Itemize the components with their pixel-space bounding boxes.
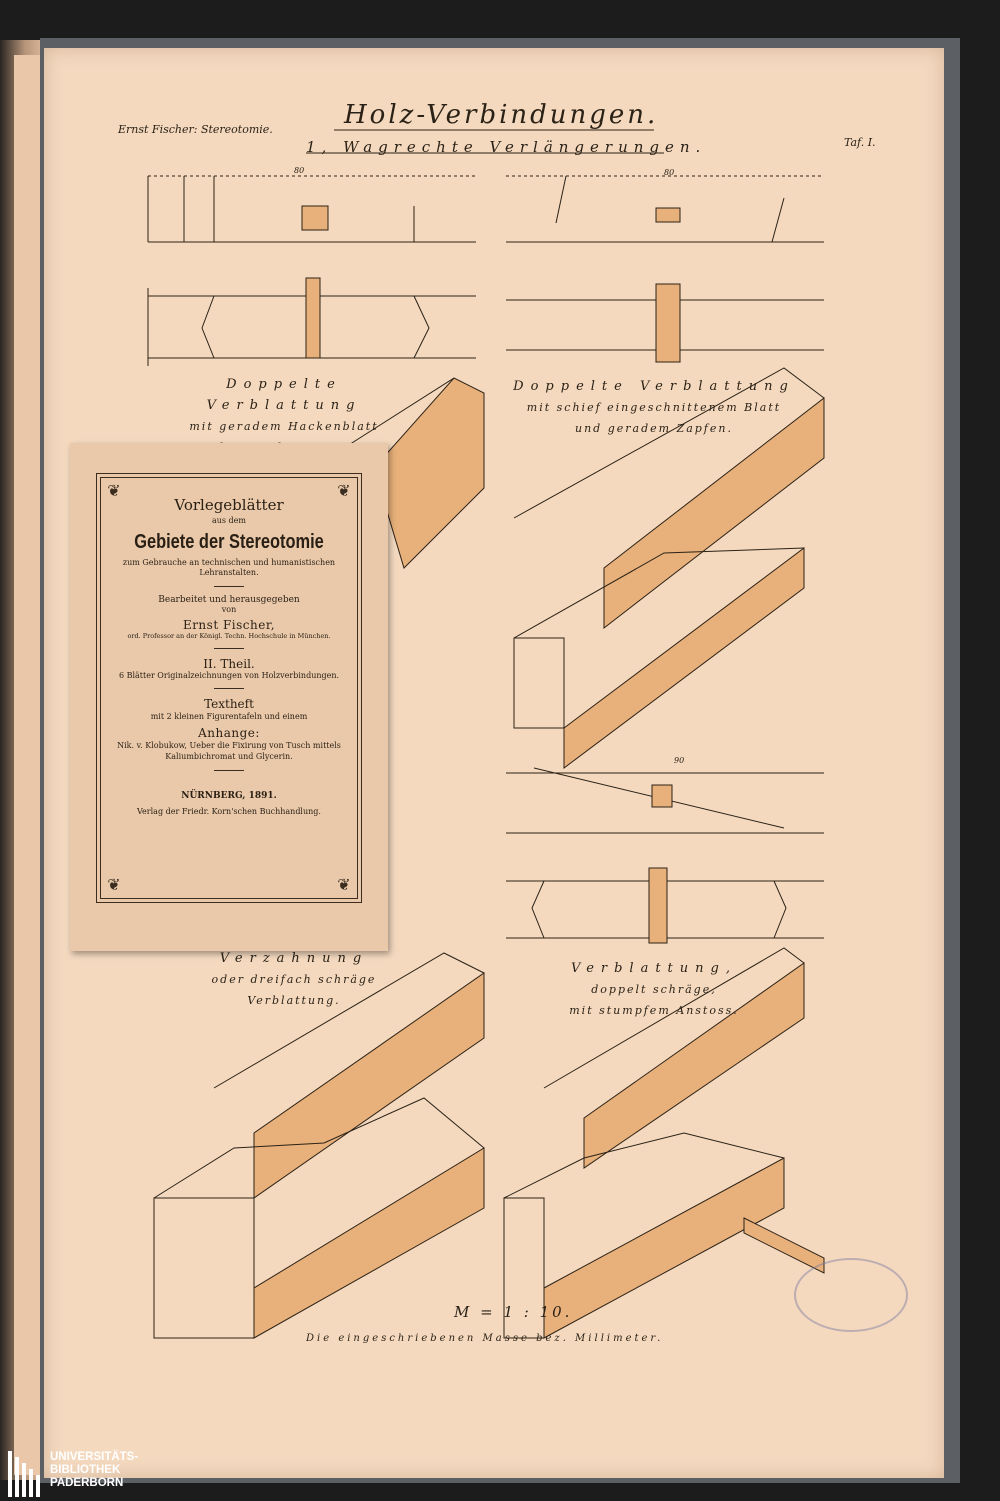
divider (214, 770, 244, 771)
booklet-textheft: Textheft (204, 697, 254, 711)
author-corner-label: Ernst Fischer: Stereotomie. (118, 123, 273, 136)
ornament-icon: ❦ (337, 481, 351, 500)
logo-text: UNIVERSITÄTS- BIBLIOTHEK PADERBORN (50, 1451, 139, 1489)
booklet-place-year: NÜRNBERG, 1891. (181, 791, 277, 801)
ornament-icon: ❦ (107, 875, 121, 894)
booklet-author-role: ord. Professor an der Königl. Techn. Hochschule in München. (127, 632, 331, 640)
booklet-cover (70, 443, 388, 951)
booklet-title-3: Gebiete der Stereotomie (134, 531, 324, 553)
booklet-publisher: Verlag der Friedr. Korn'schen Buchhandlung. (137, 807, 321, 816)
booklet-von: von (221, 605, 237, 614)
scale-label: M = 1 : 10. (454, 1303, 573, 1321)
plate-title: Holz-Verbindungen. (344, 100, 659, 130)
caption-3: Verzahnung oder dreifach schräge Verblattung. (211, 951, 377, 1007)
booklet-appendix-desc: Nik. v. Klobukow, Ueber die Fixirung von Tusch mittels Kaliumbichromat und Glycerin. (117, 741, 341, 761)
divider (214, 648, 244, 649)
caption-4: Verblattung, doppelt schräge, mit stumpfem Anstoss. (569, 961, 739, 1017)
library-logo (0, 1445, 160, 1501)
divider (214, 586, 244, 587)
booklet-edited: Bearbeitet und herausgegeben (158, 595, 300, 605)
booklet-title-4: zum Gebrauche an technischen und humanistischen Lehranstalten. (122, 558, 336, 577)
caption-2: Doppelte Verblattung mit schief eingeschnittenem Blatt und geradem Zapfen. (513, 379, 795, 435)
booklet-author: Ernst Fischer, (182, 618, 276, 632)
dimension-80-left: 80 (294, 166, 305, 175)
divider (214, 688, 244, 689)
library-stamp (794, 1258, 908, 1332)
dimension-90: 90 (674, 756, 685, 765)
booklet-frame (100, 477, 358, 899)
booklet-textheft-desc: mit 2 kleinen Figurentafeln und einem (150, 712, 308, 721)
plate-number: Taf. I. (844, 136, 876, 149)
booklet-appendix: Anhange: (198, 726, 260, 740)
booklet-title-2: aus dem (211, 516, 246, 525)
dimension-80-right: 80 (664, 168, 675, 177)
booklet-part: II. Theil. (203, 657, 255, 671)
caption-1: Doppelte Verblattung mit geradem Hackenblatt (189, 377, 379, 433)
ornament-icon: ❦ (107, 481, 121, 500)
ornament-icon: ❦ (337, 875, 351, 894)
booklet-part-desc: 6 Blätter Originalzeichnungen von Holzverbindungen. (118, 671, 340, 680)
left-page-paper (14, 55, 41, 1475)
scale-note: Die eingeschriebenen Masse bez. Millimeter. (306, 1333, 664, 1344)
booklet-title-1: Vorlegeblätter (174, 496, 284, 514)
plate-subtitle: 1, Wagrechte Verlängerungen. (306, 138, 707, 156)
